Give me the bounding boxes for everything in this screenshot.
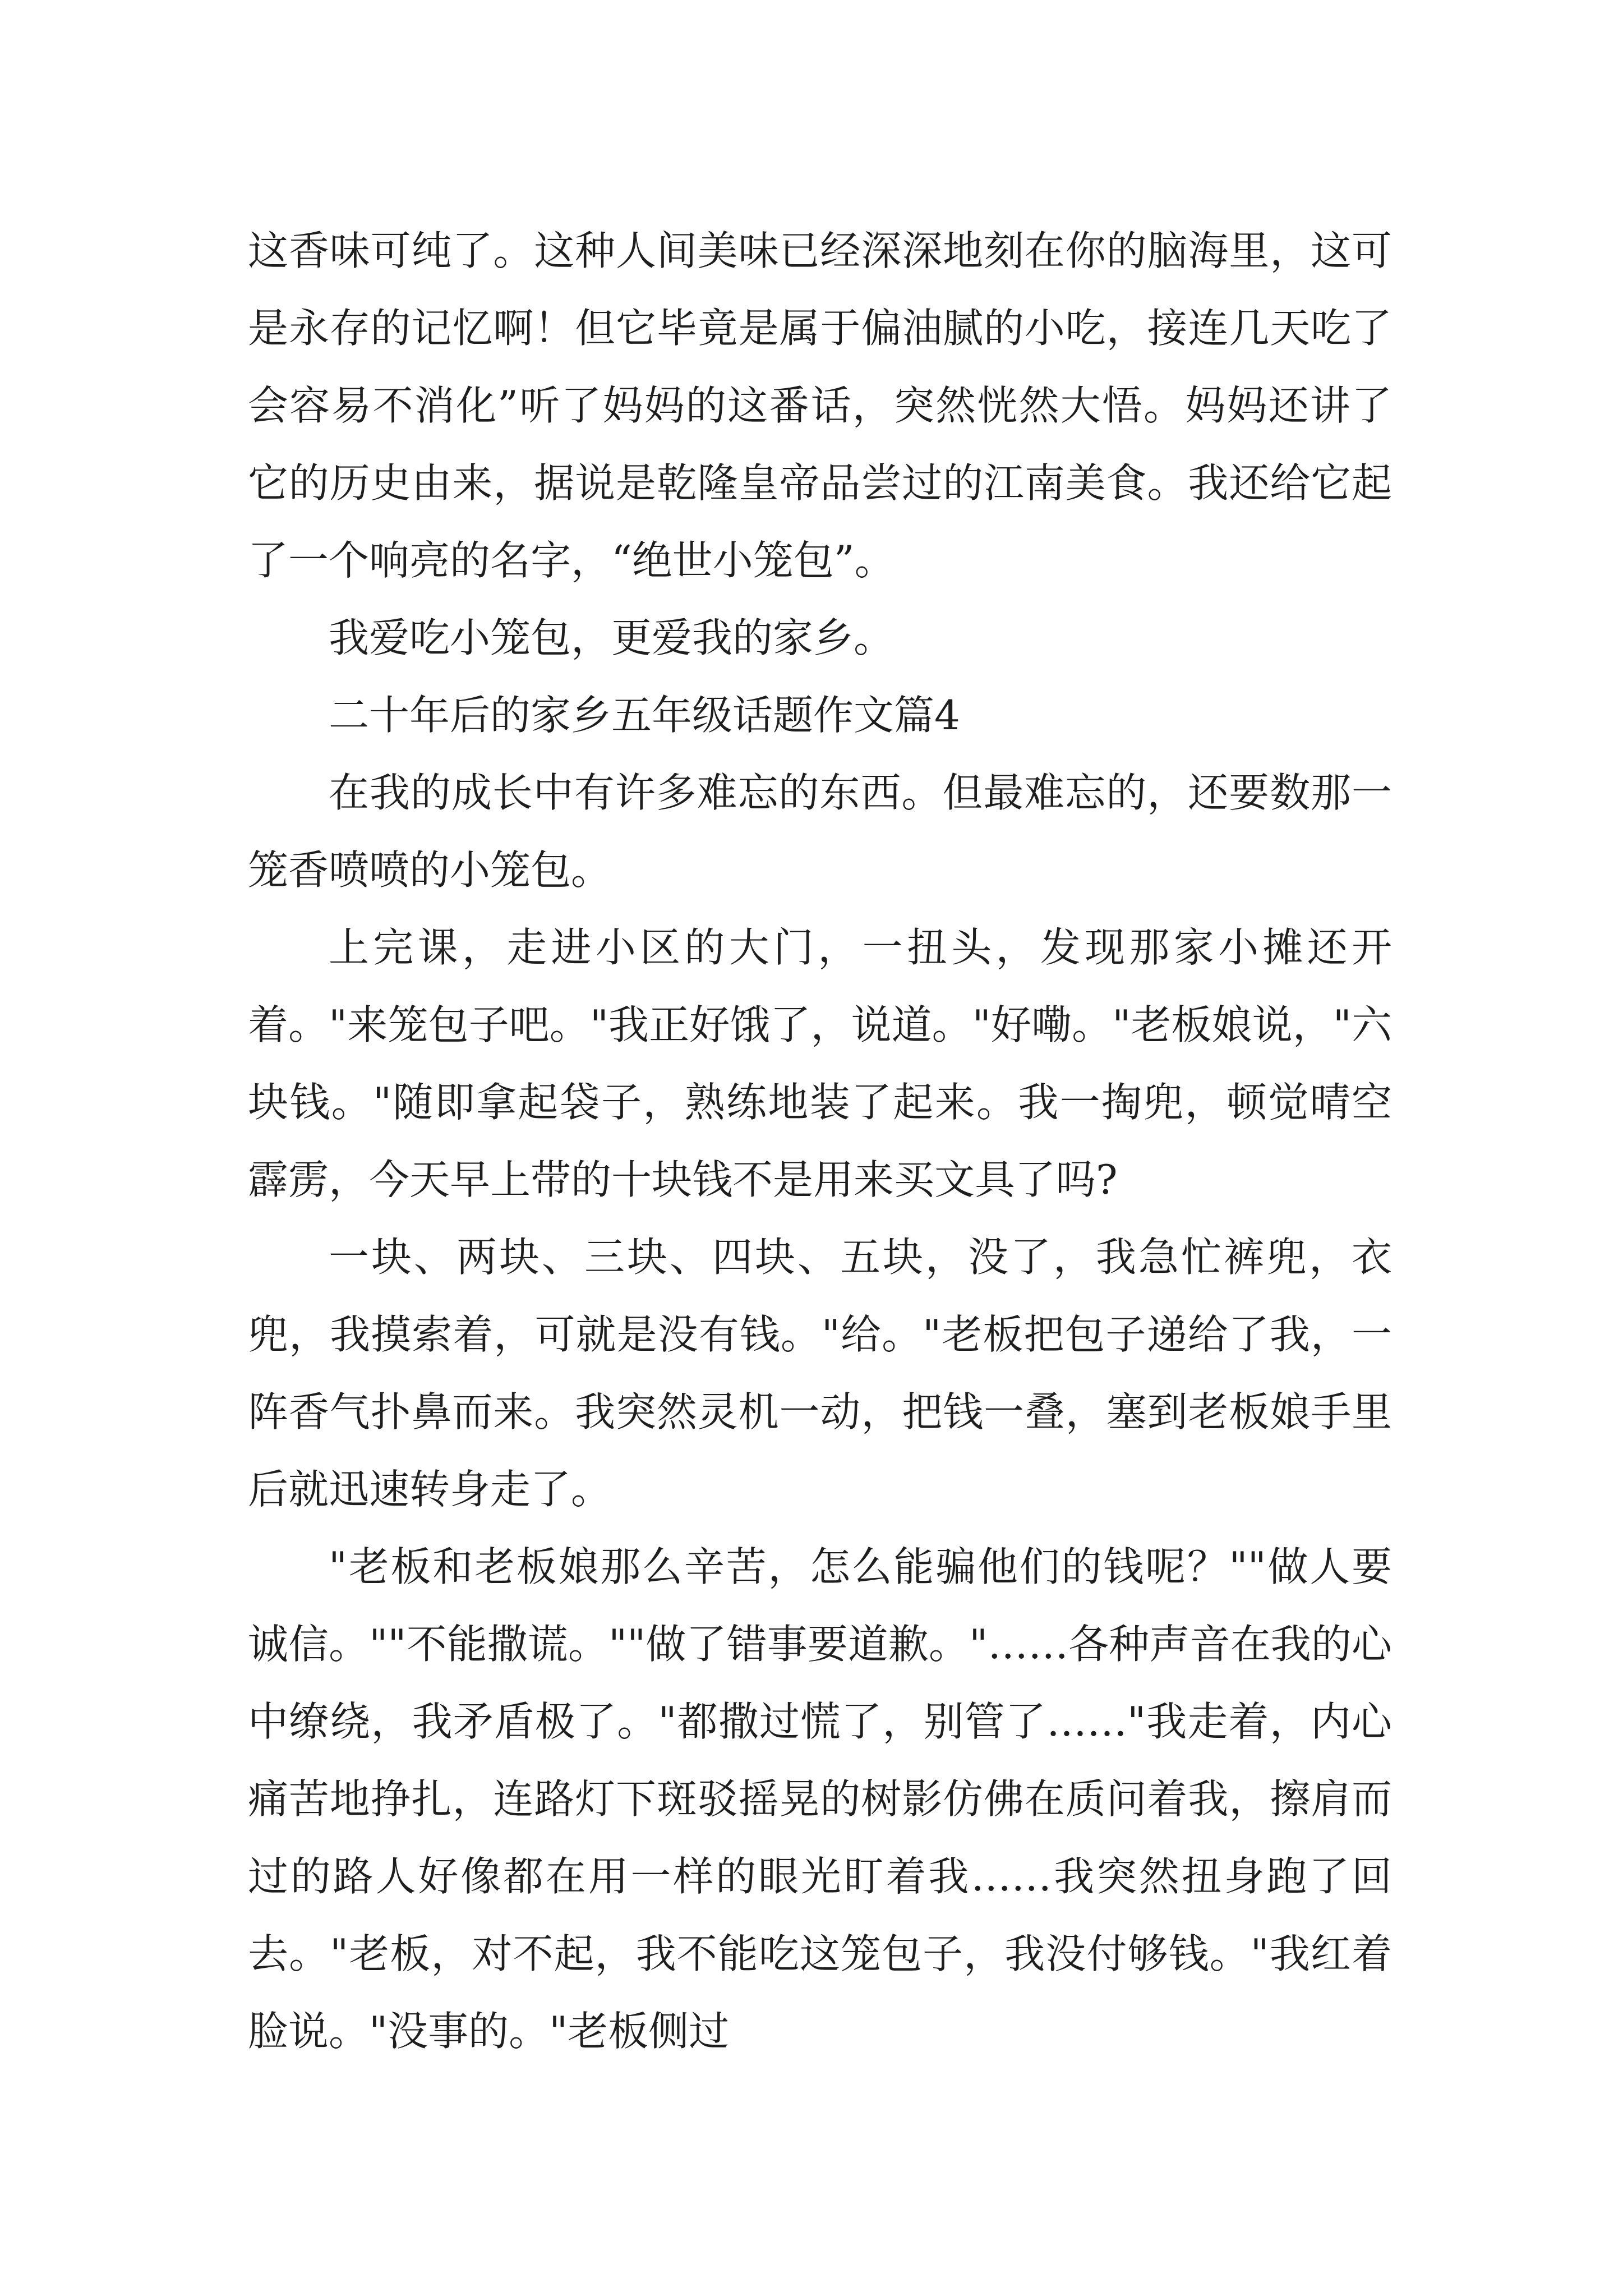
paragraph: 上完课，走进小区的大门，一扭头，发现那家小摊还开着。"来笼包子吧。"我正好饿了，说道。"好嘞。"老板娘说，"六块钱。"随即拿起袋子，熟练地装了起来。我一掏兜，顿觉晴空霹雳，今天早上带的十块钱不是用来买文具了吗?: [248, 924, 1392, 1203]
document-page: [248, 212, 1392, 2070]
paragraph: "老板和老板娘那么辛苦，怎么能骗他们的钱呢？""做人要诚信。""不能撒谎。""做了错事要道歉。"……各种声音在我的心中缭绕，我矛盾极了。"都撒过慌了，别管了……"我走着，内心痛苦地挣扎，连路灯下斑驳摇晃的树影仿佛在质问着我，擦肩而过的路人好像都在用一样的眼光盯着我……我突然扭身跑了回去。"老板，对不起，我不能吃这笼包子，我没付够钱。"我红着脸说。"没事的。"老板侧过: [248, 1543, 1392, 2055]
paragraph-continuation: 这香味可纯了。这种人间美味已经深深地刻在你的脑海里，这可是永存的记忆啊！但它毕竟是属于偏油腻的小吃，接连几天吃了会容易不消化”听了妈妈的这番话，突然恍然大悟。妈妈还讲了它的历史由来，据说是乾隆皇帝品尝过的江南美食。我还给它起了一个响亮的名字，“绝世小笼包”。: [248, 227, 1392, 584]
paragraph: 在我的成长中有许多难忘的东西。但最难忘的，还要数那一笼香喷喷的小笼包。: [248, 769, 1392, 894]
section-heading: 二十年后的家乡五年级话题作文篇4: [329, 692, 960, 739]
paragraph: 一块、两块、三块、四块、五块，没了，我急忙裤兜，衣兜，我摸索着，可就是没有钱。"给。"老板把包子递给了我，一阵香气扑鼻而来。我突然灵机一动，把钱一叠，塞到老板娘手里后就迅速转身走了。: [248, 1234, 1392, 1513]
paragraph: 我爱吃小笼包，更爱我的家乡。: [329, 614, 895, 661]
